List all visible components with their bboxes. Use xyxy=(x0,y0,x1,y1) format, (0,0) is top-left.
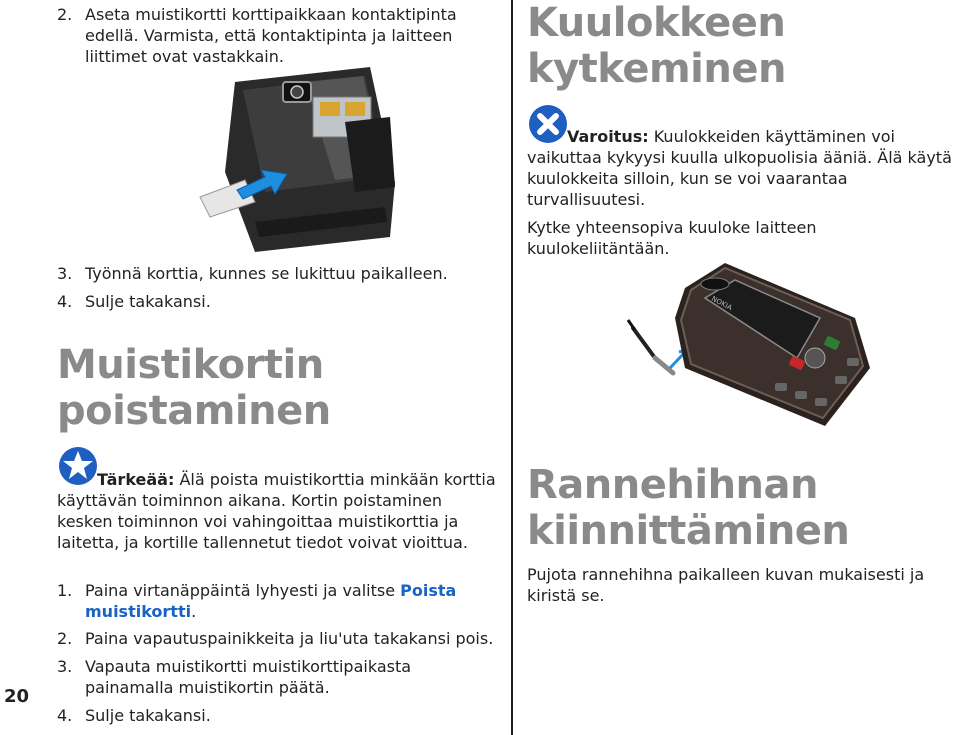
step-text: Paina vapautuspainikkeita ja liu'uta takakansi pois. xyxy=(85,629,494,648)
section-title-wrist-strap xyxy=(527,462,957,554)
step-number: 2. xyxy=(57,5,73,24)
step-text: Sulje takakansi. xyxy=(85,706,211,725)
section-title-headset xyxy=(527,0,957,92)
warning-label: Varoitus: xyxy=(567,127,649,146)
step-number: 3. xyxy=(57,264,73,283)
title-line: kytkeminen xyxy=(527,46,786,92)
phone-brand-logo: NOKIA xyxy=(710,294,734,313)
warning-text: Kuulokkeiden käyttäminen voi vaikuttaa kykyysi kuulla ulkopuolisia ääniä. Älä käytä kuulokkeita silloin, kun se voi vaarantaa turvallisuutesi. xyxy=(527,127,952,209)
step-text: Työnnä korttia, kunnes se lukittuu paikalleen. xyxy=(85,264,448,283)
page-number: 20 xyxy=(4,686,30,707)
connect-instruction: Kytke yhteensopiva kuuloke laitteen kuulokeliitäntään. xyxy=(527,218,817,258)
column-divider xyxy=(511,0,513,735)
title-line: poistaminen xyxy=(57,388,331,434)
step-number: 4. xyxy=(57,292,73,311)
step-text: Sulje takakansi. xyxy=(85,292,211,311)
step-text: Vapauta muistikortti muistikorttipaikasta painamalla muistikortin päätä. xyxy=(85,657,412,697)
step-number: 2. xyxy=(57,629,73,648)
wrist-strap-instruction: Pujota rannehihna paikalleen kuvan mukaisesti ja kiristä se. xyxy=(527,565,925,605)
title-line: Muistikortin xyxy=(57,342,324,388)
removal-step-1 xyxy=(57,580,507,624)
important-text: Älä poista muistikorttia minkään korttia käyttävän toiminnon aikana. Kortin poistaminen kesken toiminnon voi vahingoittaa muistikorttia ja laitetta, ja kortille tallennetut tiedot voivat vioittua. xyxy=(57,470,496,552)
title-line: Kuulokkeen xyxy=(527,0,786,46)
step-number: 3. xyxy=(57,657,73,676)
remove-memory-card-link[interactable]: Poista muistikortti xyxy=(85,581,457,621)
step-number: 1. xyxy=(57,581,73,600)
important-note xyxy=(57,469,497,553)
step-text-end: . xyxy=(191,602,197,621)
memory-card-insert-illustration xyxy=(195,62,395,252)
warning-note xyxy=(527,126,959,210)
important-label: Tärkeää: xyxy=(97,470,175,489)
step-number: 4. xyxy=(57,706,73,725)
step-text: Aseta muistikortti korttipaikkaan kontaktipinta edellä. Varmista, että kontaktipinta ja laitteen liittimet ovat vastakkain. xyxy=(85,5,457,66)
step-text: Paina virtanäppäintä lyhyesti ja valitse xyxy=(85,581,401,600)
title-line: kiinnittäminen xyxy=(527,508,850,554)
section-title-memory-card-removal xyxy=(57,342,497,434)
phone-headset-illustration xyxy=(625,258,870,428)
title-line: Rannehihnan xyxy=(527,462,818,508)
